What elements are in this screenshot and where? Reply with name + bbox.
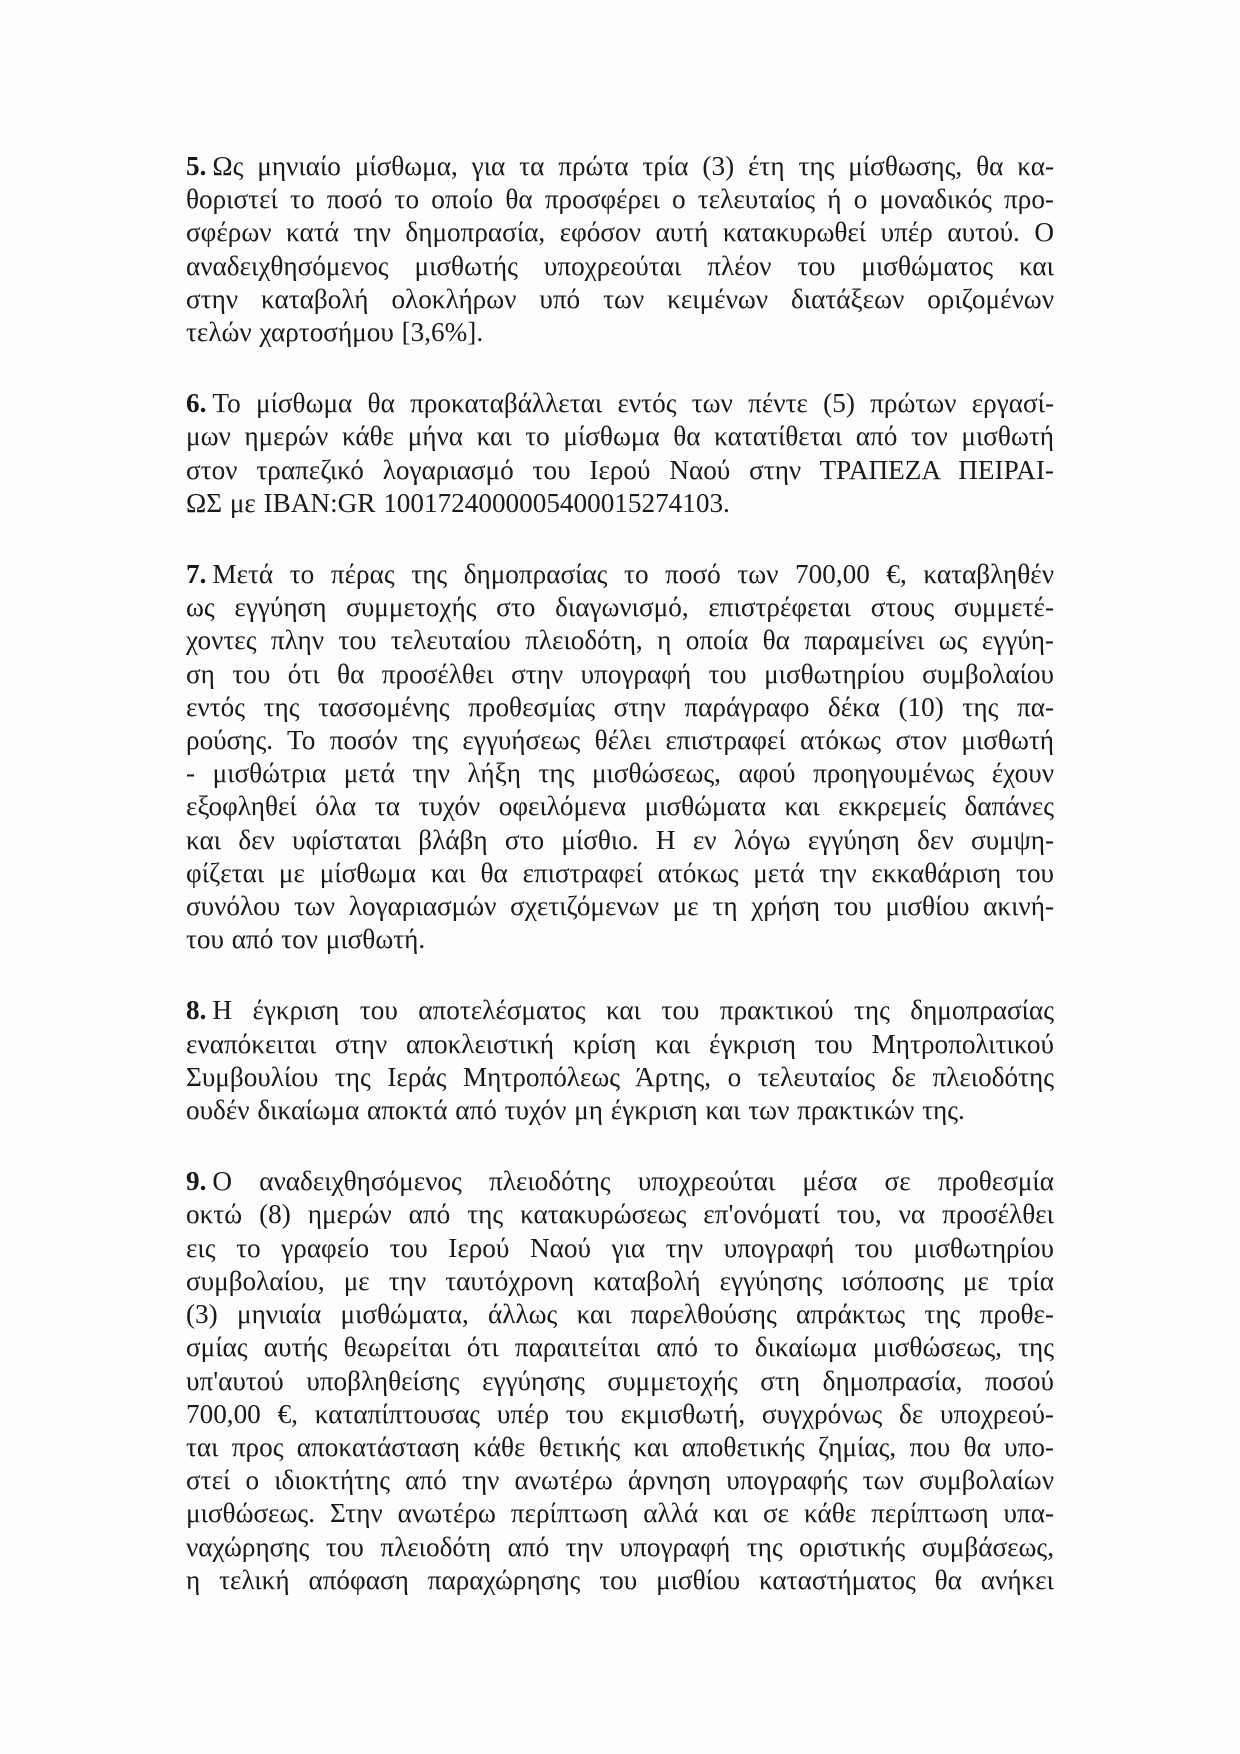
paragraph-number: 8. xyxy=(186,995,207,1026)
paragraph-number: 7. xyxy=(186,559,207,590)
paragraph-7 xyxy=(186,558,1054,956)
text-line: συμβολαίου, με την ταυτόχρονη καταβολή εγγύησης ισόποσης με τρία xyxy=(186,1265,1054,1296)
paragraph-number: 5. xyxy=(186,151,207,181)
text-line: - μισθώτρια μετά την λήξη της μισθώσεως, αφού προηγουμένως έχουν xyxy=(186,758,1054,789)
text-line: μων ημερών κάθε μήνα και το μίσθωμα θα κατατίθεται από τον μισθωτή xyxy=(186,421,1054,452)
text-line: Ο αναδειχθησόμενος πλειοδότης υποχρεούται μέσα σε προθεσμία xyxy=(212,1166,1054,1197)
text-line: σμίας αυτής θεωρείται ότι παραιτείται από το δικαίωμα μισθώσεως, της xyxy=(186,1332,1054,1363)
document-body xyxy=(186,150,1054,1635)
paragraph-5 xyxy=(186,150,1054,349)
text-line: τελών χαρτοσήμου [3,6%]. xyxy=(186,317,484,348)
text-line: εξοφληθεί όλα τα τυχόν οφειλόμενα μισθώματα και εκκρεμείς δαπάνες xyxy=(186,791,1054,822)
text-line: εις το γραφείο του Ιερού Ναού για την υπογραφή του μισθωτηρίου xyxy=(186,1232,1054,1263)
text-line: στεί ο ιδιοκτήτης από την ανωτέρω άρνηση υπογραφής των συμβολαίων xyxy=(186,1465,1054,1496)
text-line: Συμβουλίου της Ιεράς Μητροπόλεως Άρτης, ο τελευταίος δε πλειοδότης xyxy=(186,1061,1054,1092)
paragraph-number: 6. xyxy=(186,388,207,419)
text-line: χοντες πλην του τελευταίου πλειοδότη, η οποία θα παραμείνει ως εγγύη- xyxy=(186,625,1054,656)
paragraph-number: 9. xyxy=(186,1166,207,1197)
text-line: στον τραπεζικό λογαριασμό του Ιερού Ναού στην ΤΡΑΠΕΖΑ ΠΕΙΡΑΙ- xyxy=(186,454,1054,485)
text-line: του από τον μισθωτή. xyxy=(186,924,426,955)
paragraph-6 xyxy=(186,387,1054,520)
text-line: αναδειχθησόμενος μισθωτής υποχρεούται πλέον του μισθώματος και xyxy=(186,250,1054,281)
text-line: φίζεται με μίσθωμα και θα επιστραφεί ατόκως μετά την εκκαθάριση του xyxy=(186,857,1054,888)
text-line: εναπόκειται στην αποκλειστική κρίση και έγκριση του Μητροπολιτικού xyxy=(186,1028,1054,1059)
text-line: (3) μηνιαία μισθώματα, άλλως και παρελθούσης απράκτως της προθε- xyxy=(186,1299,1054,1330)
text-line: ως εγγύηση συμμετοχής στο διαγωνισμό, επιστρέφεται στους συμμετέ- xyxy=(186,592,1054,623)
text-line: μισθώσεως. Στην ανωτέρω περίπτωση αλλά και σε κάθε περίπτωση υπα- xyxy=(186,1498,1054,1529)
text-line: θοριστεί το ποσό το οποίο θα προσφέρει ο τελευταίος ή ο μοναδικός προ- xyxy=(186,184,1054,215)
text-line: Μετά το πέρας της δημοπρασίας το ποσό των 700,00 €, καταβληθέν xyxy=(212,559,1054,590)
text-line: ρούσης. Το ποσόν της εγγυήσεως θέλει επιστραφεί ατόκως στον μισθωτή xyxy=(186,725,1054,756)
text-line: Η έγκριση του αποτελέσματος και του πρακτικού της δημοπρασίας xyxy=(212,995,1054,1026)
text-line: ση του ότι θα προσέλθει στην υπογραφή του μισθωτηρίου συμβολαίου xyxy=(186,658,1054,689)
text-line: 700,00 €, καταπίπτουσας υπέρ του εκμισθωτή, συγχρόνως δε υποχρεού- xyxy=(186,1398,1054,1429)
text-line: συνόλου των λογαριασμών σχετιζόμενων με τη χρήση του μισθίου ακινή- xyxy=(186,891,1054,922)
text-line: ΩΣ με IBAN:GR 1001724000005400015274103. xyxy=(186,487,730,518)
text-line: οκτώ (8) ημερών από της κατακυρώσεως επ'ονόματί του, να προσέλθει xyxy=(186,1199,1054,1230)
text-line: Ως μηνιαίο μίσθωμα, για τα πρώτα τρία (3) έτη της μίσθωσης, θα κα- xyxy=(212,151,1054,181)
text-line: ναχώρησης του πλειοδότη από την υπογραφή της οριστικής συμβάσεως, xyxy=(186,1531,1054,1562)
text-line: εντός της τασσομένης προθεσμίας στην παράγραφο δέκα (10) της πα- xyxy=(186,691,1054,722)
text-line: στην καταβολή ολοκλήρων υπό των κειμένων διατάξεων οριζομένων xyxy=(186,283,1054,314)
text-line: υπ'αυτού υποβληθείσης εγγύησης συμμετοχής στη δημοπρασία, ποσού xyxy=(186,1365,1054,1396)
text-line: ουδέν δικαίωμα αποκτά από τυχόν μη έγκριση και των πρακτικών της. xyxy=(186,1095,965,1126)
text-line: Το μίσθωμα θα προκαταβάλλεται εντός των πέντε (5) πρώτων εργασί- xyxy=(212,388,1054,419)
paragraph-9 xyxy=(186,1165,1054,1597)
paragraph-8 xyxy=(186,994,1054,1127)
text-line: και δεν υφίσταται βλάβη στο μίσθιο. Η εν λόγω εγγύηση δεν συμψη- xyxy=(186,824,1054,855)
text-line: ται προς αποκατάσταση κάθε θετικής και αποθετικής ζημίας, που θα υπο- xyxy=(186,1431,1054,1462)
text-line: η τελική απόφαση παραχώρησης του μισθίου καταστήματος θα ανήκει xyxy=(186,1564,1054,1595)
text-line: σφέρων κατά την δημοπρασία, εφόσον αυτή κατακυρωθεί υπέρ αυτού. Ο xyxy=(186,217,1054,248)
